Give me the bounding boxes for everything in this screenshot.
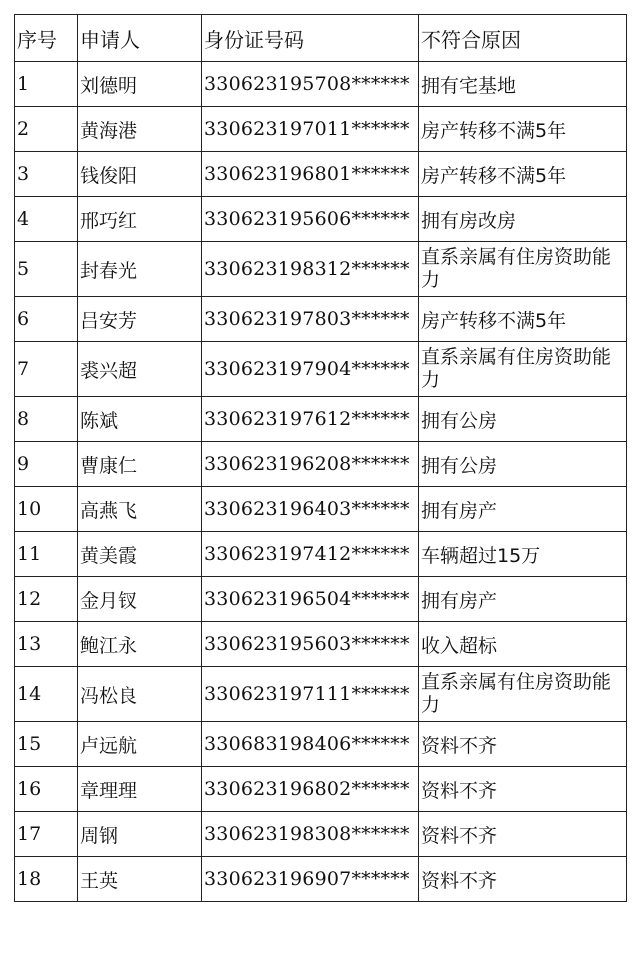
cell-applicant: 裘兴超 (78, 342, 202, 397)
cell-reason: 房产转移不满5年 (419, 152, 627, 197)
header-serial-number: 序号 (15, 15, 78, 62)
cell-applicant: 周钢 (78, 812, 202, 857)
cell-serial-number: 7 (15, 342, 78, 397)
cell-id-number: 330623197803****** (202, 297, 419, 342)
cell-applicant: 卢远航 (78, 722, 202, 767)
cell-applicant: 吕安芳 (78, 297, 202, 342)
cell-serial-number: 1 (15, 62, 78, 107)
table-row (15, 857, 627, 902)
cell-applicant: 封春光 (78, 242, 202, 297)
cell-id-number: 330623197111****** (202, 667, 419, 722)
cell-applicant: 金月钗 (78, 577, 202, 622)
cell-reason: 直系亲属有住房资助能力 (419, 242, 627, 297)
cell-reason: 拥有房产 (419, 577, 627, 622)
cell-applicant: 黄美霞 (78, 532, 202, 577)
cell-id-number: 330623196403****** (202, 487, 419, 532)
cell-applicant: 曹康仁 (78, 442, 202, 487)
header-reason: 不符合原因 (419, 15, 627, 62)
cell-reason: 直系亲属有住房资助能力 (419, 667, 627, 722)
cell-reason: 拥有公房 (419, 397, 627, 442)
table-row (15, 622, 627, 667)
cell-id-number: 330623196504****** (202, 577, 419, 622)
cell-serial-number: 12 (15, 577, 78, 622)
cell-reason: 资料不齐 (419, 722, 627, 767)
cell-reason: 拥有宅基地 (419, 62, 627, 107)
cell-serial-number: 15 (15, 722, 78, 767)
cell-reason: 收入超标 (419, 622, 627, 667)
cell-id-number: 330623196802****** (202, 767, 419, 812)
cell-id-number: 330623195708****** (202, 62, 419, 107)
table-row (15, 107, 627, 152)
cell-serial-number: 11 (15, 532, 78, 577)
table-row (15, 152, 627, 197)
cell-reason: 直系亲属有住房资助能力 (419, 342, 627, 397)
cell-id-number: 330623197612****** (202, 397, 419, 442)
cell-id-number: 330623198312****** (202, 242, 419, 297)
table-row (15, 812, 627, 857)
cell-serial-number: 4 (15, 197, 78, 242)
cell-id-number: 330623195603****** (202, 622, 419, 667)
cell-serial-number: 9 (15, 442, 78, 487)
cell-serial-number: 5 (15, 242, 78, 297)
table-row (15, 722, 627, 767)
cell-id-number: 330623196801****** (202, 152, 419, 197)
cell-serial-number: 2 (15, 107, 78, 152)
cell-serial-number: 13 (15, 622, 78, 667)
cell-serial-number: 18 (15, 857, 78, 902)
table-row (15, 767, 627, 812)
cell-reason: 拥有房产 (419, 487, 627, 532)
cell-applicant: 刘德明 (78, 62, 202, 107)
table-row (15, 487, 627, 532)
cell-serial-number: 17 (15, 812, 78, 857)
cell-applicant: 邢巧红 (78, 197, 202, 242)
cell-applicant: 钱俊阳 (78, 152, 202, 197)
table-row (15, 242, 627, 297)
cell-reason: 房产转移不满5年 (419, 297, 627, 342)
header-id-number: 身份证号码 (202, 15, 419, 62)
cell-serial-number: 3 (15, 152, 78, 197)
cell-id-number: 330623197412****** (202, 532, 419, 577)
table-row (15, 532, 627, 577)
ineligible-applicants-table (14, 14, 627, 902)
cell-id-number: 330623196907****** (202, 857, 419, 902)
table-row (15, 197, 627, 242)
cell-serial-number: 6 (15, 297, 78, 342)
table-row (15, 577, 627, 622)
cell-reason: 车辆超过15万 (419, 532, 627, 577)
table-row (15, 62, 627, 107)
table-row (15, 297, 627, 342)
cell-reason: 资料不齐 (419, 812, 627, 857)
cell-applicant: 陈斌 (78, 397, 202, 442)
cell-reason: 拥有房改房 (419, 197, 627, 242)
cell-applicant: 黄海港 (78, 107, 202, 152)
cell-id-number: 330623197904****** (202, 342, 419, 397)
table-row (15, 397, 627, 442)
cell-serial-number: 10 (15, 487, 78, 532)
table-header-row (15, 15, 627, 62)
cell-id-number: 330623196208****** (202, 442, 419, 487)
cell-id-number: 330623195606****** (202, 197, 419, 242)
cell-applicant: 王英 (78, 857, 202, 902)
cell-id-number: 330623198308****** (202, 812, 419, 857)
table-row (15, 667, 627, 722)
cell-applicant: 高燕飞 (78, 487, 202, 532)
cell-applicant: 冯松良 (78, 667, 202, 722)
header-applicant: 申请人 (78, 15, 202, 62)
cell-reason: 资料不齐 (419, 857, 627, 902)
table-row (15, 442, 627, 487)
cell-applicant: 章理理 (78, 767, 202, 812)
table-row (15, 342, 627, 397)
cell-applicant: 鲍江永 (78, 622, 202, 667)
cell-serial-number: 8 (15, 397, 78, 442)
cell-reason: 拥有公房 (419, 442, 627, 487)
cell-id-number: 330623197011****** (202, 107, 419, 152)
cell-reason: 资料不齐 (419, 767, 627, 812)
cell-serial-number: 14 (15, 667, 78, 722)
cell-id-number: 330683198406****** (202, 722, 419, 767)
cell-serial-number: 16 (15, 767, 78, 812)
cell-reason: 房产转移不满5年 (419, 107, 627, 152)
